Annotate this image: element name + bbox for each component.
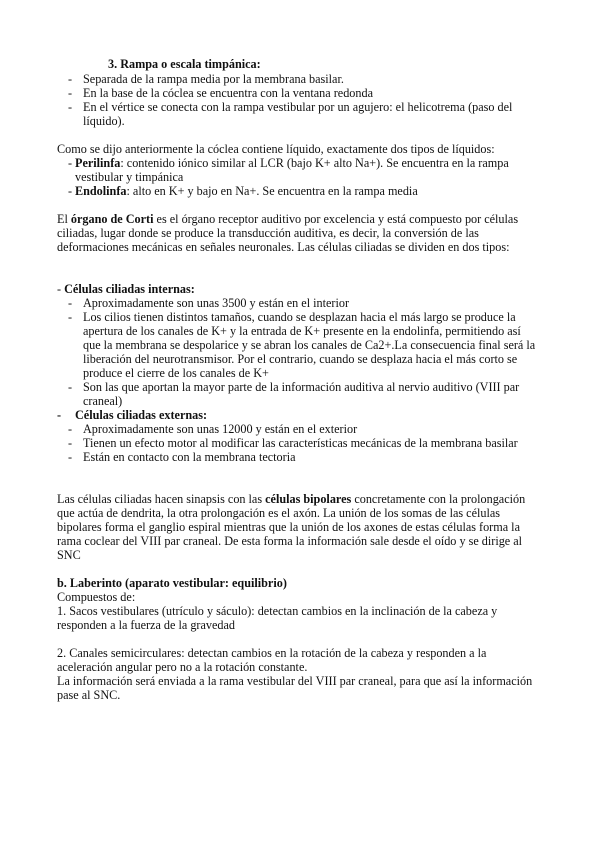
laberinto-canales: 2. Canales semicirculares: detectan cambios en la rotación de la cabeza y responden a la aceleración angular pero no a la rotación constante. xyxy=(57,646,487,674)
list-item: - Están en contacto con la membrana tectoria xyxy=(57,450,537,464)
liquidos-intro: Como se dijo anteriormente la cóclea contiene líquido, exactamente dos tipos de líquidos: xyxy=(57,142,495,156)
liquidos-list xyxy=(57,156,537,198)
list-item: - Son las que aportan la mayor parte de la información auditiva al nervio auditivo (VIII par craneal) xyxy=(57,380,537,408)
list-item: - Tienen un efecto motor al modificar las características mecánicas de la membrana basilar xyxy=(57,436,537,450)
laberinto-compuestos: Compuestos de: xyxy=(57,590,136,604)
rampa-list xyxy=(57,72,537,128)
corti-paragraph xyxy=(57,212,537,254)
externas-heading: - Células ciliadas externas: xyxy=(57,408,208,422)
list-item: - En el vértice se conecta con la rampa vestibular por un agujero: el helicotrema (paso del líquido). xyxy=(57,100,537,128)
sinapsis-term: células bipolares xyxy=(265,492,352,506)
list-item: - Aproximadamente son unas 3500 y están en el interior xyxy=(57,296,537,310)
list-item xyxy=(57,184,537,198)
laberinto-block xyxy=(57,576,537,702)
internas-list xyxy=(57,296,537,408)
corti-pre: El xyxy=(57,212,71,226)
internas-colon: : xyxy=(190,282,195,296)
sinapsis-paragraph xyxy=(57,492,537,562)
section-heading-rampa: 3. Rampa o escala timpánica: xyxy=(108,57,261,71)
corti-term: órgano de Corti xyxy=(70,212,154,226)
endolinfa-text: : alto en K+ y bajo en Na+. Se encuentra en la rampa media xyxy=(126,184,418,198)
liquidos-block xyxy=(57,142,537,198)
perilinfa-term: Perilinfa xyxy=(75,156,121,170)
perilinfa-text: : contenido iónico similar al LCR (bajo K+ alto Na+). Se encuentra en la rampa vestibular y timpánica xyxy=(75,156,509,184)
internas-block xyxy=(57,282,537,408)
list-item: - En la base de la cóclea se encuentra con la ventana redonda xyxy=(57,86,537,100)
list-item: - Los cilios tienen distintos tamaños, cuando se desplazan hacia el más largo se produce la apertura de los canales de K+ y la entrada de K+ presente en la endolinfa, permitiendo así que la membrana se despolarice y se abran los canales de Ca2+.La consecuencia final será la liberación del neurotransmisor. Por el contrario, cuando se desplaza hacia el más corto se produce el cierre de los canales de K+ xyxy=(57,310,537,380)
sinapsis-text: concretamente con la prolongación que actúa de dendrita, la otra prolongación es el axón. La unión de los somas de las células bipolares forma el ganglio espiral mientras que la unión de los axones de estas células forma la rama coclear del VIII par craneal. De esta forma la información sale desde el oído y se dirige al SNC xyxy=(57,492,526,562)
externas-colon: : xyxy=(202,408,208,422)
corti-text: es el órgano receptor auditivo por excelencia y está compuesto por células ciliadas, lugar donde se produce la transducción auditiva, es decir, la conversión de las deformaciones mecánicas en señales neuronales. Las células ciliadas se dividen en dos tipos: xyxy=(57,212,519,254)
endolinfa-term: Endolinfa xyxy=(75,184,127,198)
externas-block xyxy=(57,408,537,464)
laberinto-sacos: 1. Sacos vestibulares (utrículo y sáculo): detectan cambios en la inclinación de la cabeza y responden a la fuerza de la gravedad xyxy=(57,604,498,632)
externas-title: Células ciliadas externas xyxy=(75,408,203,422)
sinapsis-pre: Las células ciliadas hacen sinapsis con las xyxy=(57,492,266,506)
laberinto-heading: b. Laberinto (aparato vestibular: equilibrio) xyxy=(57,576,287,590)
internas-prefix: - xyxy=(57,282,65,296)
list-item: - Aproximadamente son unas 12000 y están en el exterior xyxy=(57,422,537,436)
list-item xyxy=(57,156,537,184)
list-item: - Separada de la rampa media por la membrana basilar. xyxy=(57,72,537,86)
laberinto-final: La información será enviada a la rama vestibular del VIII par craneal, para que así la información pase al SNC. xyxy=(57,674,533,702)
internas-heading xyxy=(57,282,537,296)
externas-list xyxy=(57,422,537,464)
internas-title: Células ciliadas internas xyxy=(64,282,191,296)
